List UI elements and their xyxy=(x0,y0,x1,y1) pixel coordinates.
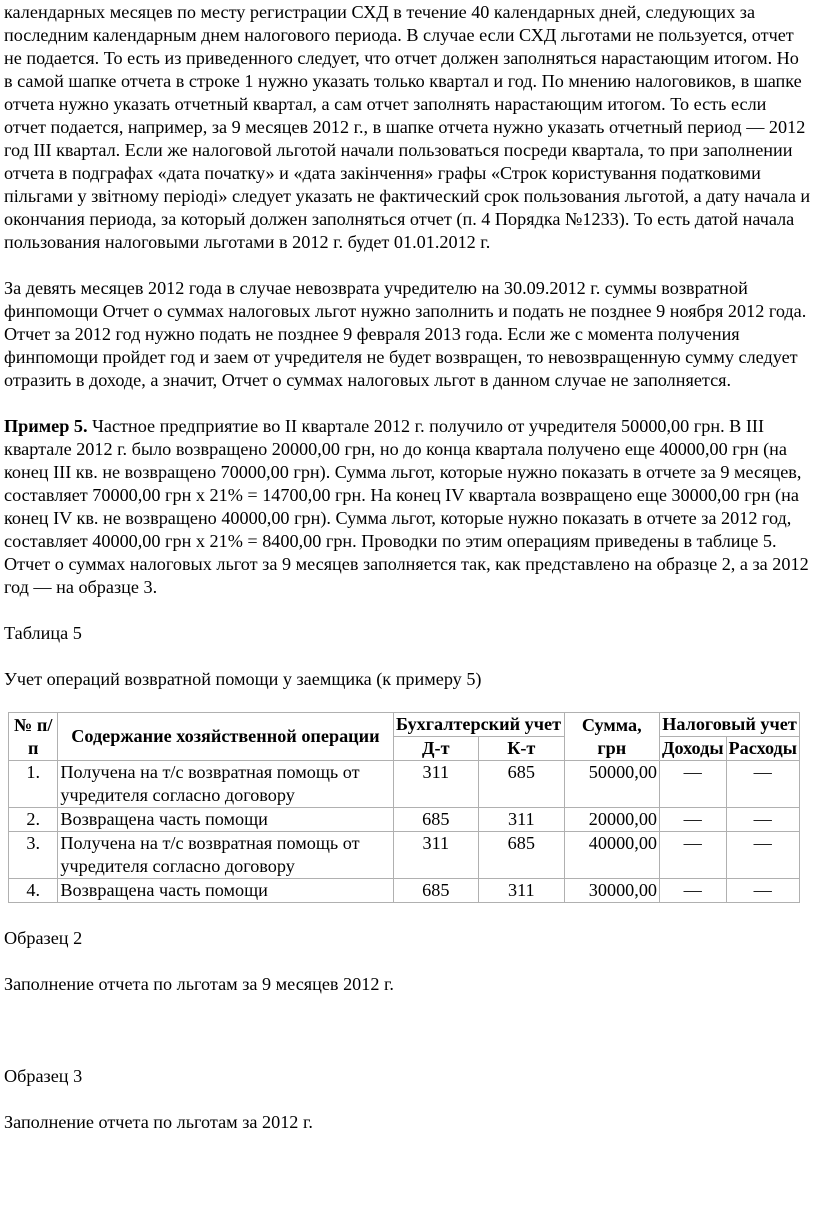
row-expense: — xyxy=(726,808,799,832)
header-income: Доходы xyxy=(660,737,727,761)
sample-2-caption: Заполнение отчета по льготам за 9 месяцев 2012 г. xyxy=(4,974,394,994)
spacer xyxy=(4,950,812,973)
row-debit: 311 xyxy=(393,761,479,808)
table-row xyxy=(9,761,800,808)
table-label: Таблица 5 xyxy=(4,623,82,643)
sample-3-caption: Заполнение отчета по льготам за 2012 г. xyxy=(4,1112,313,1132)
paragraph-intro: календарных месяцев по месту регистрации СХД в течение 40 календарных дней, следующих за последним календарным днем налогового периода. В случае если СХД льготами не пользуется, отчет не подается. То есть из приведенного следует, что отчет должен заполняться нарастающим итогом. Но в самой шапке отчета в строке 1 нужно указать только квартал и год. По мнению налоговиков, в шапке отчета нужно указать отчетный квартал, а сам отчет заполнять нарастающим итогом. То есть если отчет подается, например, за 9 месяцев 2012 г., в шапке отчета нужно указать отчетный период — 2012 год III квартал. Если же налоговой льготой начали пользоваться посреди квартала, то при заполнении отчета в подграфах «дата початку» и «дата закінчення» графы «Строк користування податковими пільгами у звітному періоді» следует указать не фактический срок пользования льготой, а дату начала и окончания периода, за который должен заполняться отчет (п. 4 Порядка №1233). То есть датой начала пользования налоговыми льготами в 2012 г. будет 01.01.2012 г. xyxy=(4,2,811,252)
spacer xyxy=(4,996,812,1065)
row-num: 2. xyxy=(9,808,58,832)
row-income: — xyxy=(660,832,727,879)
header-num: № п/п xyxy=(9,713,58,761)
header-credit: К-т xyxy=(479,737,565,761)
row-sum: 30000,00 xyxy=(564,879,659,903)
example-label: Пример 5. xyxy=(4,416,88,436)
table-row xyxy=(9,832,800,879)
header-description: Содержание хозяйственной операции xyxy=(58,713,393,761)
row-expense: — xyxy=(726,879,799,903)
example-text: Частное предприятие во II квартале 2012 г. получило от учредителя 50000,00 грн. В III квартале 2012 г. было возвращено 20000,00 грн, но до конца квартала получено еще 40000,00 грн (на конец III кв. не возвращено 70000,00 грн). Сумма льгот, которые нужно показать в отчете за 9 месяцев, составляет 70000,00 грн х 21% = 14700,00 грн. На конец IV квартала возвращено еще 30000,00 грн (на конец IV кв. не возвращено 40000,00 грн). Сумма льгот, которые нужно показать в отчете за 2012 год, составляет 40000,00 грн х 21% = 8400,00 грн. Проводки по этим операциям приведены в таблице 5. Отчет о суммах налоговых льгот за 9 месяцев заполняется так, как представлено на образце 2, а за 2012 год — на образце 3. xyxy=(4,416,809,597)
paragraph-example-5 xyxy=(4,415,812,599)
operations-table xyxy=(8,712,800,903)
row-num: 3. xyxy=(9,832,58,879)
row-description: Возвращена часть помощи xyxy=(58,808,393,832)
sample-2-label: Образец 2 xyxy=(4,928,83,948)
row-sum: 50000,00 xyxy=(564,761,659,808)
spacer xyxy=(4,599,812,622)
row-debit: 311 xyxy=(393,832,479,879)
spacer xyxy=(4,392,812,415)
spacer xyxy=(4,254,812,277)
spacer xyxy=(4,645,812,668)
spacer xyxy=(4,903,812,927)
table-row xyxy=(9,879,800,903)
row-num: 1. xyxy=(9,761,58,808)
row-credit: 685 xyxy=(479,761,565,808)
row-debit: 685 xyxy=(393,879,479,903)
header-debit: Д-т xyxy=(393,737,479,761)
row-income: — xyxy=(660,761,727,808)
row-debit: 685 xyxy=(393,808,479,832)
header-expense: Расходы xyxy=(726,737,799,761)
document-page xyxy=(0,1,812,1134)
sample-3-label: Образец 3 xyxy=(4,1066,83,1086)
row-credit: 311 xyxy=(479,808,565,832)
row-sum: 20000,00 xyxy=(564,808,659,832)
row-credit: 685 xyxy=(479,832,565,879)
header-sum: Сумма, грн xyxy=(564,713,659,761)
row-description: Получена на т/с возвратная помощь от учредителя согласно договору xyxy=(58,761,393,808)
row-sum: 40000,00 xyxy=(564,832,659,879)
paragraph-nine-months: За девять месяцев 2012 года в случае невозврата учредителю на 30.09.2012 г. суммы возвратной финпомощи Отчет о суммах налоговых льгот нужно заполнить и подать не позднее 9 ноября 2012 года. Отчет за 2012 год нужно подать не позднее 9 февраля 2013 года. Если же с момента получения финпомощи пройдет год и заем от учредителя не будет возвращен, то невозвращенную сумму следует отразить в доходе, а значит, Отчет о суммах налоговых льгот в данном случае не заполняется. xyxy=(4,278,807,390)
row-expense: — xyxy=(726,761,799,808)
table-caption: Учет операций возвратной помощи у заемщика (к примеру 5) xyxy=(4,669,482,689)
row-expense: — xyxy=(726,832,799,879)
header-accounting: Бухгалтерский учет xyxy=(393,713,564,737)
row-description: Возвращена часть помощи xyxy=(58,879,393,903)
table-header-row xyxy=(9,713,800,737)
row-income: — xyxy=(660,808,727,832)
spacer xyxy=(4,1088,812,1111)
row-num: 4. xyxy=(9,879,58,903)
table-row xyxy=(9,808,800,832)
row-credit: 311 xyxy=(479,879,565,903)
header-tax: Налоговый учет xyxy=(660,713,800,737)
row-income: — xyxy=(660,879,727,903)
row-description: Получена на т/с возвратная помощь от учредителя согласно договору xyxy=(58,832,393,879)
